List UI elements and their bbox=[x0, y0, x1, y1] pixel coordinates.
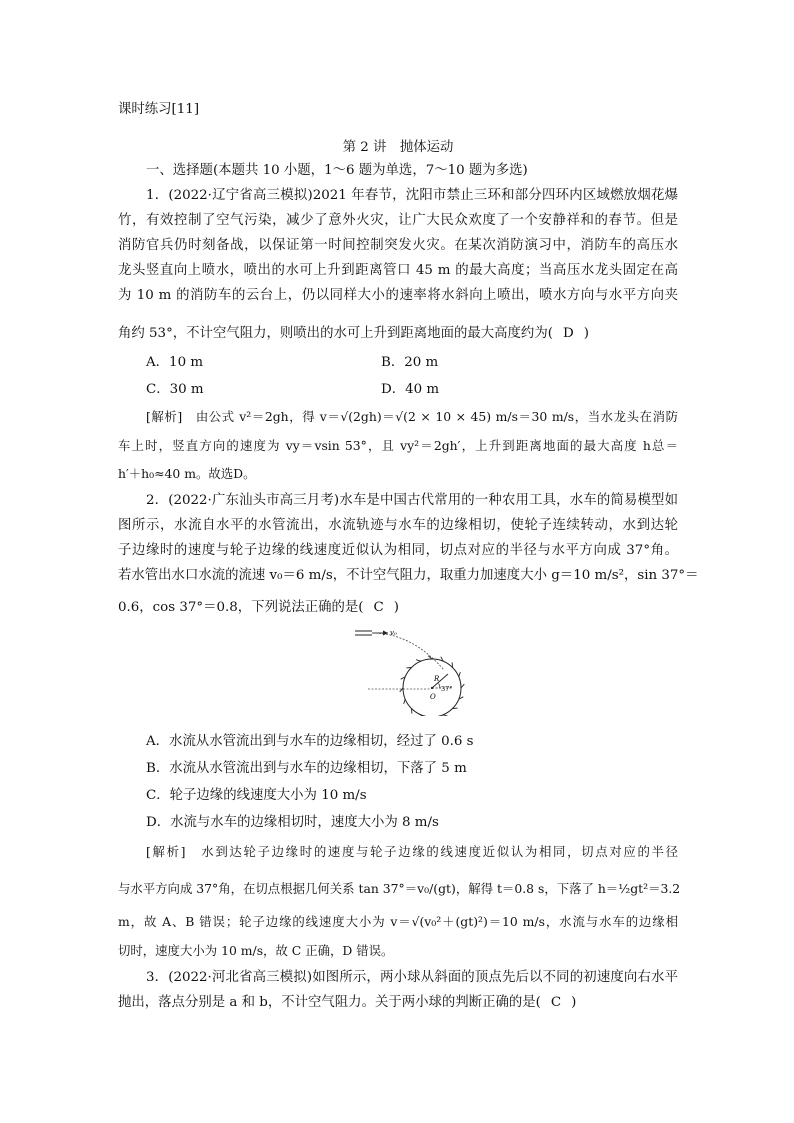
q2-option-d: D．水流与水车的边缘相切时，速度大小为 8 m/s bbox=[146, 815, 439, 830]
section-heading: 一、选择题(本题共 10 小题，1～6 题为单选，7～10 题为多选) bbox=[146, 163, 528, 178]
wheel-paddle bbox=[461, 684, 464, 688]
wheel-paddle bbox=[443, 715, 448, 716]
q1-line: 1．(2022·辽宁省高三模拟)2021 年春节，沈阳市禁止三环和部分四环内区域燃放烟花爆 bbox=[146, 188, 678, 203]
q1-answer: D bbox=[562, 326, 574, 341]
water-wheel-figure bbox=[350, 620, 480, 716]
q2-line: 若水管出水口水流的流速 v₀＝6 m/s，不计空气阻力，取重力加速度大小 g＝10 m/s²，sin 37°＝ bbox=[118, 568, 699, 583]
angle-label: 37° bbox=[441, 685, 453, 693]
q1-option-c: C．30 m bbox=[146, 382, 204, 397]
q2-analysis-line: 与水平方向成 37°角，在切点根据几何关系 tan 37°＝v₀/(gt)，解得 t＝0.8 s，下落了 h＝½gt²＝3.2 bbox=[118, 881, 681, 896]
q2-line: 子边缘时的速度与轮子边缘的线速度近似认为相同，切点对应的半径与水平方向成 37°角。 bbox=[118, 543, 678, 558]
wheel-paddle bbox=[459, 672, 461, 677]
q1-option-d: D．40 m bbox=[381, 382, 440, 397]
q3-answer: C bbox=[550, 995, 562, 1010]
center-label: O bbox=[430, 693, 436, 701]
q2-line: 图所示，水流自水平的水管流出，水流轨迹与水车的边缘相切，使轮子连续转动，水到达轮 bbox=[118, 518, 678, 533]
q2-analysis-line: 切时，速度大小为 10 m/s，故 C 正确，D 错误。 bbox=[118, 943, 394, 958]
q2-answer: C bbox=[373, 600, 384, 615]
q1-line: 为 10 m 的消防车的云台上，仍以同样大小的速率将水斜向上喷出，喷水方向与水平方向夹 bbox=[118, 288, 678, 303]
q2-analysis-line: [解析] 水到达轮子边缘时的速度与轮子边缘的线速度近似认为相同，切点对应的半径 bbox=[146, 844, 678, 859]
water-pipe bbox=[355, 631, 372, 635]
q1-line: 消防官兵仍时刻备战，以保证第一时间控制突发火灾。在某次消防演习中，消防车的高压水 bbox=[118, 238, 678, 253]
center-point bbox=[431, 687, 433, 689]
q1-stem-end: 角约 53°，不计空气阻力，则喷出的水可上升到距离地面的最大高度约为( bbox=[118, 326, 553, 341]
q2-last-line: 0.6，cos 37°＝0.8，下列说法正确的是( C ) bbox=[118, 600, 400, 615]
q1-analysis-line: 车上时，竖直方向的速度为 vy＝vsin 53°，且 vy²＝2gh′，上升到距离地面的最大高度 h总＝ bbox=[118, 438, 678, 453]
q1-last-line: 角约 53°，不计空气阻力，则喷出的水可上升到距离地面的最大高度约为( D ) bbox=[118, 326, 589, 341]
lesson-header: 课时练习[11] bbox=[118, 102, 200, 117]
v0-label: v₀ bbox=[390, 629, 397, 637]
q1-line: 竹，有效控制了空气污染，减少了意外火灾，让广大民众欢度了一个安静祥和的春节。但是 bbox=[118, 213, 678, 228]
radius-label: R bbox=[434, 675, 440, 683]
q1-line: 龙头竖直向上喷水，喷出的水可上升到距离管口 45 m 的最大高度；当高压水龙头固定在高 bbox=[118, 263, 678, 278]
wheel-paddle bbox=[400, 688, 403, 692]
q1-analysis-line: h′＋h₀≈40 m。故选D。 bbox=[118, 466, 256, 481]
wheel-paddle bbox=[404, 699, 406, 704]
lecture-title: 第 2 讲 抛体运动 bbox=[342, 140, 454, 155]
angle-arc bbox=[439, 683, 441, 688]
wheel-paddle bbox=[416, 660, 421, 662]
q2-option-b: B．水流从水管流出到与水车的边缘相切，下落了 5 m bbox=[146, 761, 467, 776]
water-trajectory bbox=[372, 633, 444, 670]
q2-option-a: A．水流从水管流出到与水车的边缘相切，经过了 0.6 s bbox=[146, 734, 474, 749]
q1-analysis-line: [解析] 由公式 v²＝2gh，得 v＝√(2gh)＝√(2 × 10 × 45) m/s＝30 m/s，当水龙头在消防 bbox=[146, 409, 678, 424]
q3-stem-end: 抛出，落点分别是 a 和 b，不计空气阻力。关于两小球的判断正确的是( bbox=[118, 995, 541, 1010]
q3-line: 3．(2022·河北省高三模拟)如图所示，两小球从斜面的顶点先后以不同的初速度向右水平 bbox=[146, 970, 678, 985]
q2-analysis-line: m，故 A、B 错误；轮子边缘的线速度大小为 v＝√(v₀²＋(gt)²)＝10 m/s，水流与水车的边缘相 bbox=[118, 914, 678, 929]
q1-option-a: A．10 m bbox=[146, 355, 204, 370]
q3-last-line: 抛出，落点分别是 a 和 b，不计空气阻力。关于两小球的判断正确的是( C ) bbox=[118, 995, 577, 1010]
q2-stem-end: 0.6，cos 37°＝0.8，下列说法正确的是( bbox=[118, 600, 364, 615]
q1-option-b: B．20 m bbox=[381, 355, 439, 370]
q2-line: 2．(2022·广东汕头市高三月考)水车是中国古代常用的一种农用工具，水车的简易模型如 bbox=[146, 493, 678, 508]
q2-option-c: C．轮子边缘的线速度大小为 10 m/s bbox=[146, 788, 367, 803]
wheel-paddles bbox=[400, 656, 465, 716]
